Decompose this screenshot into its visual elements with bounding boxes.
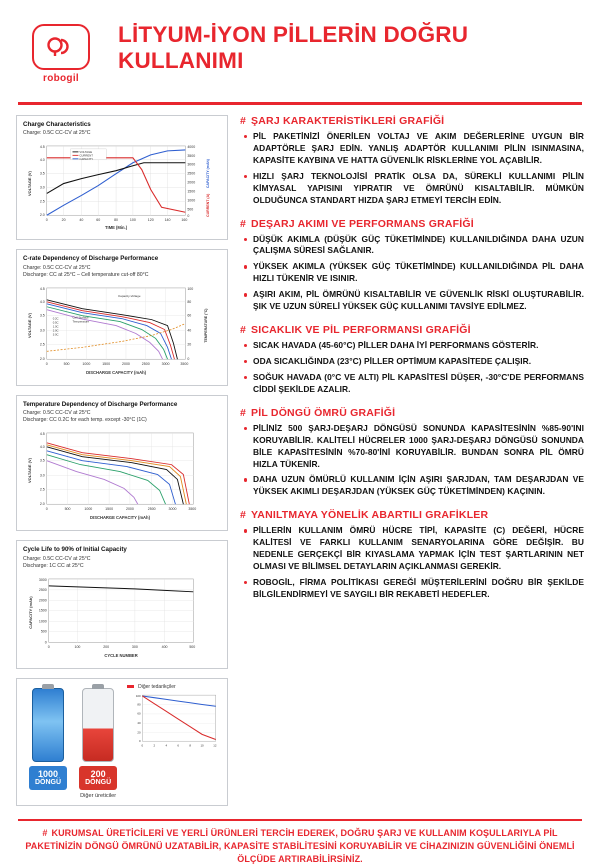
svg-text:0: 0 bbox=[44, 639, 47, 644]
list-item: PİLİNİZ 500 ŞARJ-DEŞARJ DÖNGÜSÜ SONUNDA KAPASİTESİNİN %85-90'INI KORUYABİLİR. KALİTELİ HÜCRELER 1000 ŞARJ-DEŞARJ DÖNGÜSÜ SONUNDA BİLE KAPASİTESİNİN %70-80'İNİ KORUYABİLİR. BUNDAN SONRA PİL ÖMRÜ HIZLA TÜKENİR. bbox=[253, 422, 584, 469]
svg-text:6: 6 bbox=[177, 742, 180, 747]
battery-label bbox=[79, 766, 117, 790]
svg-text:0: 0 bbox=[45, 361, 48, 366]
svg-text:2500: 2500 bbox=[147, 507, 156, 512]
chart-subtitle-2: Discharge: 1C CC at 25°C bbox=[23, 562, 84, 569]
svg-text:4.0: 4.0 bbox=[39, 444, 45, 449]
svg-text:4.0: 4.0 bbox=[39, 158, 45, 163]
section-cycle-life bbox=[240, 407, 584, 499]
chart-title: Cycle Life to 90% of Initial Capacity bbox=[23, 546, 127, 554]
svg-text:500: 500 bbox=[187, 207, 194, 212]
section-heading bbox=[240, 115, 584, 127]
svg-text:0: 0 bbox=[187, 357, 190, 362]
svg-text:80: 80 bbox=[114, 218, 119, 223]
chart-plot-charge bbox=[23, 140, 221, 235]
chart-plot-misleading bbox=[127, 684, 221, 760]
charts-column bbox=[16, 115, 228, 815]
svg-text:12: 12 bbox=[213, 742, 217, 747]
hash-icon: # bbox=[240, 324, 247, 337]
svg-text:2.5: 2.5 bbox=[39, 199, 45, 204]
robot-head-icon bbox=[32, 24, 90, 70]
svg-text:80: 80 bbox=[137, 702, 141, 707]
svg-text:DISCHARGE CAPACITY (mAh): DISCHARGE CAPACITY (mAh) bbox=[90, 515, 150, 521]
list-item: PİLLERİN KULLANIM ÖMRÜ HÜCRE TİPİ, KAPASİTE (C) DEĞERİ, HÜCRE KALİTESİ VE FARKLI KULLANIM SENARYOLARINA GÖRE DEĞİŞİR. BU NEDENLE GERÇEKÇİ BİR KIYASLAMA YAPMAK İÇİN TEST ŞARTLARININ NET OLMASI VE BİLİMSEL DETAYLARIN AÇIKLANMASI GEREKİR. bbox=[253, 525, 584, 572]
battery-cell-other bbox=[79, 688, 117, 799]
chart-subtitle: Charge: 0.5C CC-CV at 25°C bbox=[23, 264, 91, 271]
footer-note bbox=[16, 827, 584, 866]
chart-plot-cycle-life bbox=[23, 573, 221, 664]
hash-icon: # bbox=[240, 217, 247, 230]
svg-text:60: 60 bbox=[187, 313, 192, 318]
poster-body bbox=[16, 115, 584, 815]
svg-text:3500: 3500 bbox=[187, 154, 196, 159]
text-column bbox=[240, 115, 584, 612]
brand-logo bbox=[18, 20, 104, 84]
section-heading bbox=[240, 407, 584, 419]
svg-text:2500: 2500 bbox=[187, 172, 196, 177]
svg-text:1000: 1000 bbox=[84, 507, 93, 512]
svg-text:3000: 3000 bbox=[187, 163, 196, 168]
svg-text:2.0: 2.0 bbox=[39, 213, 45, 218]
svg-text:3.0: 3.0 bbox=[39, 473, 45, 478]
list-item: ROBOGİL, FİRMA POLİTİKASI GEREĞİ MÜŞTERİLERİNİ DOĞRU BİR ŞEKİLDE BİLGİLENDİRMEYİ VE SAYGILI BİR REKABETİ HEDEFLER. bbox=[253, 576, 584, 599]
chart-title: Charge Characteristics bbox=[23, 121, 91, 128]
svg-text:2000: 2000 bbox=[38, 598, 47, 603]
svg-text:1500: 1500 bbox=[105, 507, 114, 512]
section-bullets bbox=[240, 423, 584, 499]
svg-text:3000: 3000 bbox=[38, 577, 47, 582]
svg-text:140: 140 bbox=[164, 218, 171, 223]
chart-subtitle-2: Discharge: CC 0.2C for each temp. except -30°C (1C) bbox=[23, 417, 147, 424]
svg-text:CAPACITY (mAh): CAPACITY (mAh) bbox=[206, 159, 211, 189]
svg-text:VOLTAGE (V): VOLTAGE (V) bbox=[26, 312, 32, 338]
section-bullets bbox=[240, 340, 584, 396]
section-heading bbox=[240, 324, 584, 336]
svg-text:4.5: 4.5 bbox=[39, 432, 45, 437]
svg-text:2: 2 bbox=[153, 742, 156, 747]
svg-text:1000: 1000 bbox=[187, 198, 196, 203]
svg-text:8: 8 bbox=[189, 742, 192, 747]
svg-text:120: 120 bbox=[147, 218, 154, 223]
legend-label: Diğer tedarikçiler bbox=[138, 683, 176, 690]
section-heading-text: PİL DÖNGÜ ÖMRÜ GRAFİĞİ bbox=[251, 406, 396, 419]
chart-subtitle: Charge: 0.5C CC-CV at 25°C bbox=[23, 130, 91, 137]
svg-text:2.5: 2.5 bbox=[39, 342, 45, 347]
section-discharge-performance bbox=[240, 218, 584, 314]
chart-subtitle-2: Discharge: CC at 25°C – Cell temperature cut-off 80°C bbox=[23, 271, 149, 278]
svg-text:4.5: 4.5 bbox=[39, 145, 45, 150]
battery-cycle-unit: DÖNGÜ bbox=[85, 779, 112, 786]
svg-text:2.0: 2.0 bbox=[39, 357, 45, 362]
hash-icon: # bbox=[240, 115, 247, 127]
svg-text:3.5: 3.5 bbox=[39, 458, 45, 463]
battery-caption: Diğer üreticiler bbox=[80, 793, 117, 800]
footer-divider bbox=[18, 819, 582, 821]
svg-text:DISCHARGE CAPACITY (mAh): DISCHARGE CAPACITY (mAh) bbox=[86, 369, 147, 375]
svg-text:2000: 2000 bbox=[187, 180, 196, 185]
chart-subtitle: Charge: 0.5C CC-CV at 25°C bbox=[23, 410, 91, 417]
chart-card-charge-characteristics bbox=[16, 115, 228, 240]
svg-text:20: 20 bbox=[137, 730, 141, 735]
svg-text:200: 200 bbox=[103, 644, 110, 649]
svg-text:0.2C: 0.2C bbox=[52, 316, 59, 321]
svg-text:TIME (Min.): TIME (Min.) bbox=[105, 225, 128, 231]
list-item: PİL PAKETİNİZİ ÖNERİLEN VOLTAJ VE AKIM DEĞERLERİNE UYGUN BİR ADAPTÖRLE ŞARJ EDİN. YANLIŞ ADAPTÖR KULLANIMI PİLİN ISINMASINA, KAPASİTE KAYBINA VE HATTA GÜVENLİK RİSKLERİNE YOL AÇABİLİR. bbox=[253, 131, 584, 165]
svg-text:Temperature: Temperature bbox=[72, 319, 90, 324]
svg-text:2500: 2500 bbox=[141, 361, 150, 366]
svg-text:4: 4 bbox=[165, 742, 168, 747]
svg-text:500: 500 bbox=[63, 361, 70, 366]
battery-cell-robogil bbox=[29, 688, 67, 799]
svg-text:0: 0 bbox=[45, 507, 48, 512]
svg-text:3000: 3000 bbox=[161, 361, 170, 366]
svg-text:500: 500 bbox=[189, 644, 196, 649]
svg-text:VOLTAGE: VOLTAGE bbox=[79, 150, 93, 155]
battery-icon bbox=[82, 688, 114, 762]
svg-text:60: 60 bbox=[96, 218, 101, 223]
svg-text:3.5: 3.5 bbox=[39, 313, 45, 318]
svg-text:3500: 3500 bbox=[180, 361, 189, 366]
chart-subtitle: Charge: 0.5C CC-CV at 25°C bbox=[23, 555, 91, 562]
list-item: AŞIRI AKIM, PİL ÖMRÜNÜ KISALTABİLİR VE GÜVENLİK RİSKİ OLUŞTURABİLİR. ŞIK VE UZUN SÜRELİ YÜKSEK GÜÇ KULLANIMI TAVSİYE EDİLMEZ. bbox=[253, 289, 584, 312]
chart-title: C-rate Dependency of Discharge Performance bbox=[23, 255, 159, 263]
battery-icon bbox=[32, 688, 64, 762]
section-heading bbox=[240, 218, 584, 230]
svg-text:3000: 3000 bbox=[168, 507, 177, 512]
list-item: HIZLI ŞARJ TEKNOLOJİSİ PRATİK OLSA DA, SÜREKLİ KULLANIMI PİLİN KİMYASAL YAPISINI YIPRATIR VE ÖMRÜNÜ KISALTABİLİR. MÜMKÜN OLDUĞUNCA STANDART HIZDA ŞARJ ETMEYİ TERCİH EDİN. bbox=[253, 170, 584, 205]
svg-text:1500: 1500 bbox=[102, 361, 111, 366]
svg-text:Capacity-Voltage: Capacity-Voltage bbox=[118, 293, 141, 298]
legend-swatch-icon bbox=[127, 685, 134, 688]
poster-header bbox=[16, 14, 584, 94]
battery-cells bbox=[23, 684, 119, 801]
svg-text:1500: 1500 bbox=[38, 608, 47, 613]
svg-text:500: 500 bbox=[40, 628, 47, 633]
svg-text:2500: 2500 bbox=[38, 587, 47, 592]
footer-note-text: KURUMSAL ÜRETİCİLERİ VE YERLİ ÜRÜNLERİ TERCİH EDEREK, DOĞRU ŞARJ VE KULLANIM KOŞULLARIYLA PİL PAKETİNİZİN DÖNGÜ ÖMRÜNÜ UZATABİLİR, KAPASİTE STABİLİTESİNİ KORUYABİLİR VE CİHAZINIZIN GÜVENLİĞİNİ ÖNEMLİ ÖLÇÜDE ARTIRABİLİRSİNİZ. bbox=[25, 828, 575, 865]
section-heading bbox=[240, 509, 584, 521]
svg-text:2.0: 2.0 bbox=[39, 502, 45, 507]
list-item: DAHA UZUN ÖMÜRLÜ KULLANIM İÇİN AŞIRI ŞARJDAN, TAM DEŞARJDAN VE YÜKSEK AKIMLI DEŞARJDAN (YÜKSEK GÜÇ TÜKETİMİNDEN) KAÇININ. bbox=[253, 474, 584, 497]
svg-text:40: 40 bbox=[79, 218, 84, 223]
svg-text:4.5: 4.5 bbox=[39, 286, 45, 291]
chart-plot-temperature bbox=[23, 427, 221, 526]
section-bullets bbox=[240, 234, 584, 314]
svg-text:10: 10 bbox=[200, 742, 204, 747]
title-wrap bbox=[118, 20, 582, 74]
svg-text:CAPACITY (mAh): CAPACITY (mAh) bbox=[27, 596, 33, 629]
svg-text:20: 20 bbox=[187, 342, 192, 347]
section-heading-text: YANILTMAYA YÖNELİK ABARTILI GRAFİKLER bbox=[251, 509, 489, 522]
svg-text:80: 80 bbox=[187, 299, 192, 304]
list-item: SICAK HAVADA (45-60°C) PİLLER DAHA İYİ PERFORMANS GÖSTERİR. bbox=[253, 340, 584, 352]
svg-text:VOLTAGE (V): VOLTAGE (V) bbox=[26, 171, 32, 197]
svg-text:100: 100 bbox=[135, 693, 141, 698]
list-item: ODA SICAKLIĞINDA (23°C) PİLLER OPTİMUM KAPASİTEDE ÇALIŞIR. bbox=[253, 356, 584, 368]
svg-text:CYCLE NUMBER: CYCLE NUMBER bbox=[104, 652, 138, 658]
section-heading-text: SICAKLIK VE PİL PERFORMANSI GRAFİĞİ bbox=[251, 324, 471, 337]
battery-cap bbox=[42, 684, 54, 689]
page-title: LİTYUM-İYON PİLLERİN DOĞRU KULLANIMI bbox=[118, 22, 469, 74]
chart-card-temperature-discharge bbox=[16, 395, 228, 531]
svg-text:300: 300 bbox=[131, 644, 138, 649]
svg-text:3.0: 3.0 bbox=[39, 328, 45, 333]
svg-text:40: 40 bbox=[137, 720, 141, 725]
svg-text:4000: 4000 bbox=[187, 145, 196, 150]
svg-text:4.0: 4.0 bbox=[39, 299, 45, 304]
list-item: YÜKSEK AKIMLA (YÜKSEK GÜÇ TÜKETİMİNDE) KULLANILDIĞINDA PİL DAHA HIZLI TÜKENİR VE ISINIR. bbox=[253, 261, 584, 284]
svg-text:100: 100 bbox=[74, 644, 81, 649]
svg-text:3.5: 3.5 bbox=[39, 172, 45, 177]
svg-text:500: 500 bbox=[64, 507, 71, 512]
svg-text:CURRENT: CURRENT bbox=[79, 153, 93, 158]
section-bullets bbox=[240, 131, 584, 207]
svg-text:CURRENT (A): CURRENT (A) bbox=[206, 194, 211, 218]
section-charge-characteristics bbox=[240, 115, 584, 207]
svg-text:1000: 1000 bbox=[38, 619, 47, 624]
svg-text:60: 60 bbox=[137, 711, 141, 716]
svg-text:Cell Surface: Cell Surface bbox=[72, 315, 89, 320]
svg-text:100: 100 bbox=[129, 218, 136, 223]
hash-icon: # bbox=[240, 406, 247, 419]
chart-card-cycle-life bbox=[16, 540, 228, 668]
svg-text:VOLTAGE (V): VOLTAGE (V) bbox=[26, 458, 32, 484]
svg-text:0.5C: 0.5C bbox=[52, 320, 59, 325]
hash-icon: # bbox=[240, 509, 247, 522]
svg-text:3500: 3500 bbox=[188, 507, 197, 512]
svg-text:1000: 1000 bbox=[82, 361, 91, 366]
svg-text:20: 20 bbox=[61, 218, 66, 223]
battery-cycle-count: 1000 bbox=[38, 768, 59, 779]
chart-plot-crate bbox=[23, 282, 221, 381]
section-bullets bbox=[240, 525, 584, 601]
svg-text:40: 40 bbox=[187, 328, 192, 333]
svg-text:100: 100 bbox=[187, 286, 194, 291]
svg-text:0: 0 bbox=[47, 644, 50, 649]
brand-name: robogil bbox=[43, 73, 79, 84]
svg-text:400: 400 bbox=[161, 644, 168, 649]
list-item: SOĞUK HAVADA (0°C VE ALTI) PİL KAPASİTESİ DÜŞER, -30°C'DE PERFORMANS CİDDİ ŞEKİLDE AZALIR. bbox=[253, 371, 584, 394]
battery-label bbox=[29, 766, 67, 790]
chart-title: Temperature Dependency of Discharge Performance bbox=[23, 400, 178, 408]
svg-text:0: 0 bbox=[141, 742, 144, 747]
svg-text:2.0C: 2.0C bbox=[52, 328, 59, 333]
comparison-figure bbox=[23, 684, 221, 801]
chart-card-battery-comparison bbox=[16, 678, 228, 806]
hash-icon: # bbox=[42, 828, 48, 839]
battery-cap bbox=[92, 684, 104, 689]
section-heading-text: DEŞARJ AKIMI VE PERFORMANS GRAFİĞİ bbox=[251, 217, 474, 230]
chart-card-crate-discharge bbox=[16, 249, 228, 385]
list-item: DÜŞÜK AKIMLA (DÜŞÜK GÜÇ TÜKETİMİNDE) KULLANILDIĞINDA DAHA UZUN ÇALIŞMA SÜRESİ SAĞLANIR. bbox=[253, 233, 584, 256]
svg-text:1500: 1500 bbox=[187, 189, 196, 194]
svg-text:160: 160 bbox=[181, 218, 188, 223]
svg-text:0: 0 bbox=[139, 738, 141, 743]
svg-text:3.0: 3.0 bbox=[39, 185, 45, 190]
header-divider bbox=[18, 102, 582, 105]
battery-cycle-unit: DÖNGÜ bbox=[35, 779, 62, 786]
svg-text:1.0C: 1.0C bbox=[52, 324, 59, 329]
section-temperature-performance bbox=[240, 324, 584, 396]
svg-text:TEMPERATURE (°C): TEMPERATURE (°C) bbox=[204, 308, 209, 343]
svg-text:2000: 2000 bbox=[125, 507, 134, 512]
section-heading-text: ŞARJ KARAKTERİSTİKLERİ GRAFİĞİ bbox=[251, 115, 445, 127]
svg-text:CAPACITY: CAPACITY bbox=[79, 157, 94, 162]
svg-text:0: 0 bbox=[187, 214, 190, 219]
svg-text:0: 0 bbox=[45, 218, 48, 223]
battery-cycle-count: 200 bbox=[90, 768, 106, 779]
svg-text:3.0C: 3.0C bbox=[52, 332, 59, 337]
svg-text:2.5: 2.5 bbox=[39, 487, 45, 492]
svg-text:2000: 2000 bbox=[122, 361, 130, 366]
section-misleading-charts bbox=[240, 509, 584, 601]
